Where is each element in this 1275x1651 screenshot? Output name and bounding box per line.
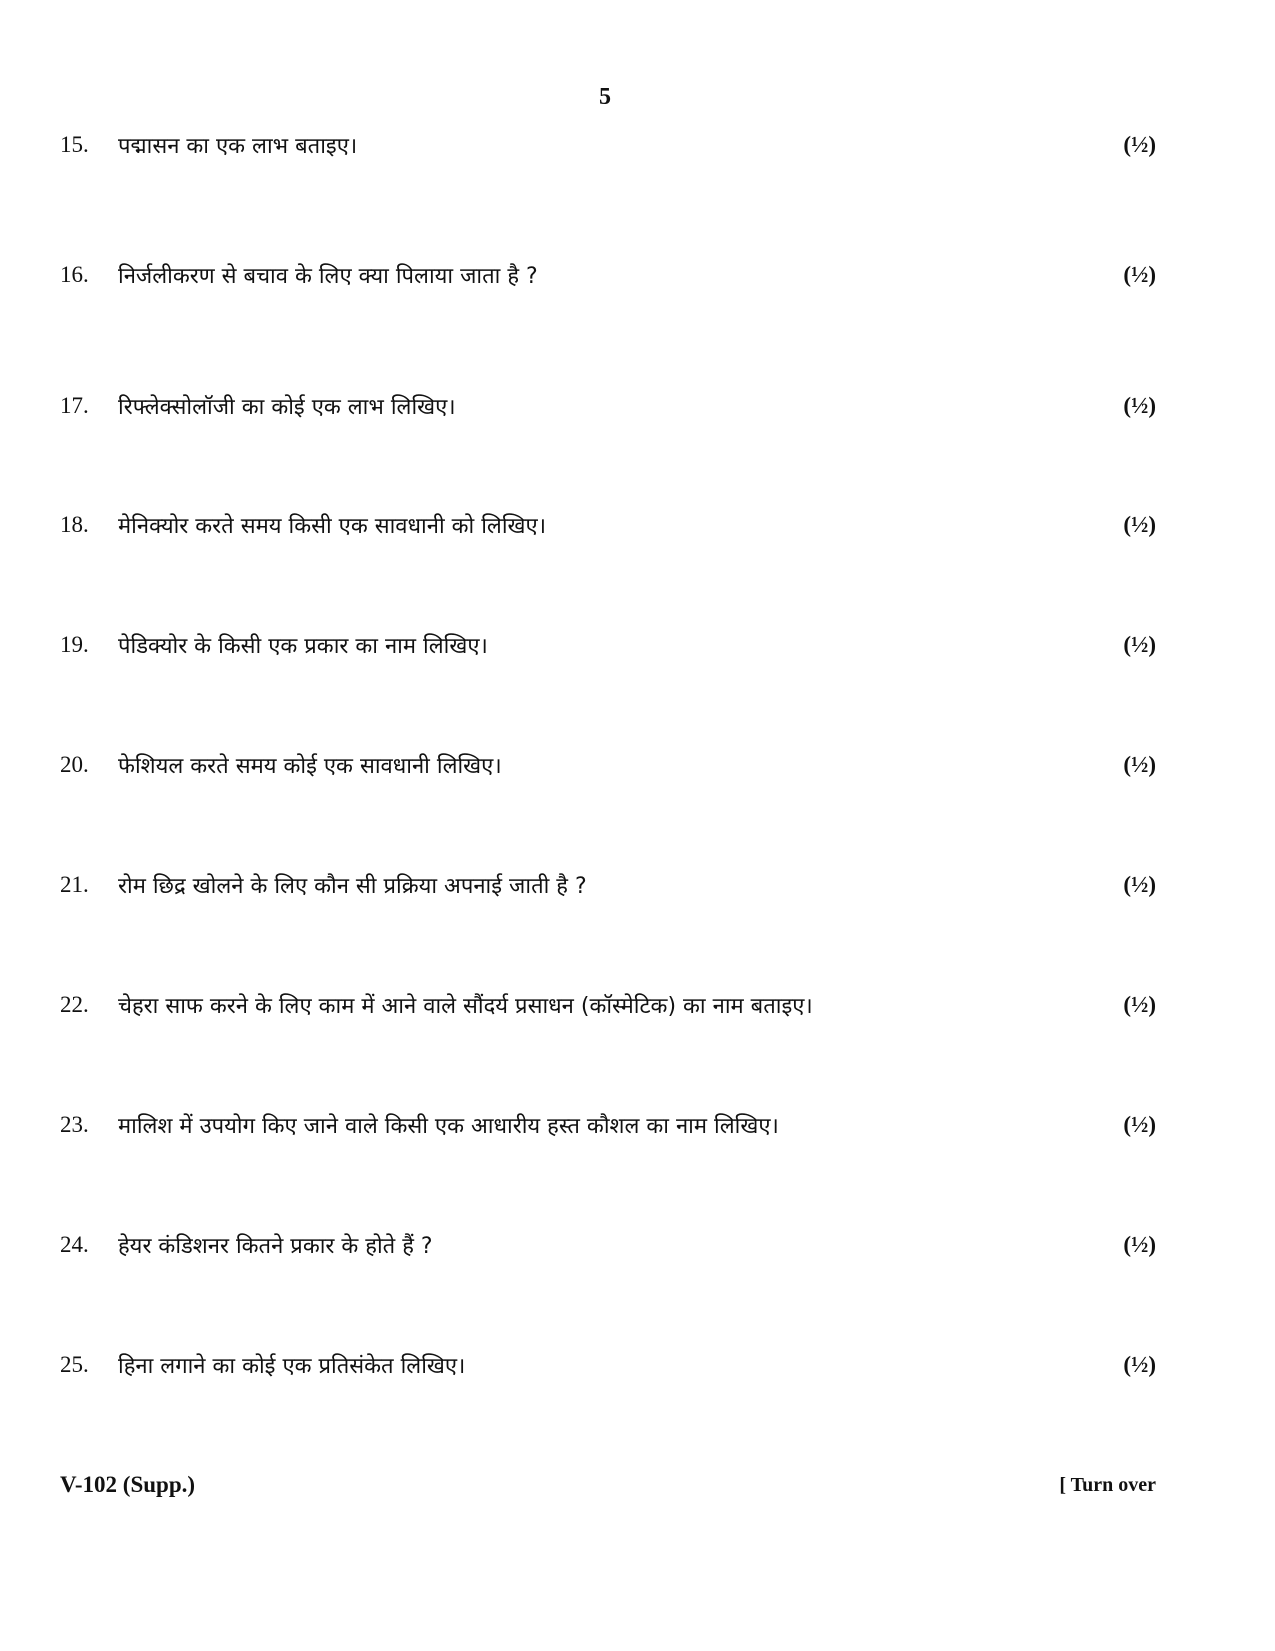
question-22	[60, 992, 1156, 1032]
question-19	[60, 632, 1156, 672]
question-number: 18.	[60, 512, 89, 537]
question-text: फेशियल करते समय कोई एक सावधानी लिखिए।	[118, 754, 502, 779]
question-15	[60, 132, 1156, 172]
page-number: 5	[599, 84, 611, 110]
question-18	[60, 512, 1156, 552]
question-number: 25.	[60, 1352, 89, 1377]
turn-over-label: [ Turn over	[1059, 1474, 1156, 1496]
question-number: 24.	[60, 1232, 89, 1257]
question-text: पेडिक्योर के किसी एक प्रकार का नाम लिखिए।	[118, 634, 488, 659]
question-text: मेनिक्योर करते समय किसी एक सावधानी को लिखिए।	[118, 514, 547, 539]
question-number: 16.	[60, 262, 89, 287]
question-marks: (½)	[1123, 1352, 1156, 1377]
question-16	[60, 262, 1156, 302]
question-marks: (½)	[1123, 262, 1156, 287]
question-number: 17.	[60, 393, 89, 418]
question-marks: (½)	[1123, 1112, 1156, 1137]
question-24	[60, 1232, 1156, 1272]
question-text: निर्जलीकरण से बचाव के लिए क्या पिलाया जाता है ?	[118, 264, 538, 289]
question-text: रोम छिद्र खोलने के लिए कौन सी प्रक्रिया अपनाई जाती है ?	[118, 874, 587, 899]
question-marks: (½)	[1123, 992, 1156, 1017]
question-number: 21.	[60, 872, 89, 897]
question-marks: (½)	[1123, 632, 1156, 657]
paper-code: V-102 (Supp.)	[60, 1472, 196, 1497]
question-number: 19.	[60, 632, 89, 657]
question-text: पद्मासन का एक लाभ बताइए।	[118, 134, 358, 159]
question-text: रिफ्लेक्सोलॉजी का कोई एक लाभ लिखिए।	[118, 395, 456, 420]
question-number: 15.	[60, 132, 89, 157]
question-text: हिना लगाने का कोई एक प्रतिसंकेत लिखिए।	[118, 1354, 466, 1379]
question-25	[60, 1352, 1156, 1392]
question-21	[60, 872, 1156, 912]
question-marks: (½)	[1123, 132, 1156, 157]
question-marks: (½)	[1123, 752, 1156, 777]
question-marks: (½)	[1123, 872, 1156, 897]
question-marks: (½)	[1123, 512, 1156, 537]
question-number: 20.	[60, 752, 89, 777]
question-marks: (½)	[1123, 1232, 1156, 1257]
question-17	[60, 393, 1156, 433]
question-number: 23.	[60, 1112, 89, 1137]
question-text: चेहरा साफ करने के लिए काम में आने वाले सौंदर्य प्रसाधन (कॉस्मेटिक) का नाम बताइए।	[118, 994, 813, 1019]
question-text: हेयर कंडिशनर कितने प्रकार के होते हैं ?	[118, 1234, 433, 1259]
question-20	[60, 752, 1156, 792]
question-23	[60, 1112, 1156, 1152]
question-marks: (½)	[1123, 393, 1156, 418]
question-number: 22.	[60, 992, 89, 1017]
question-text: मालिश में उपयोग किए जाने वाले किसी एक आधारीय हस्त कौशल का नाम लिखिए।	[118, 1114, 779, 1139]
